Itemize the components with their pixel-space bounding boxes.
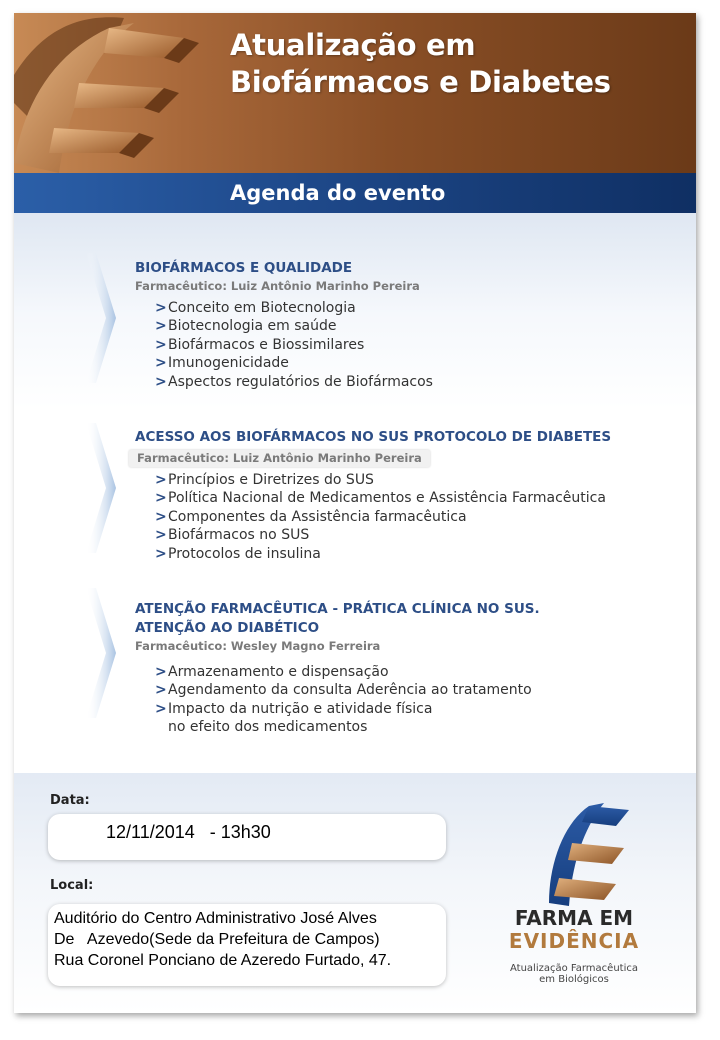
brand-name-line-1: FARMA EM xyxy=(514,906,634,930)
chevron-right-icon xyxy=(78,233,138,733)
event-flyer xyxy=(14,13,696,1013)
local-box xyxy=(48,904,446,986)
event-title xyxy=(230,27,611,101)
local-line-2: De Azevedo(Sede da Prefeitura de Campos) xyxy=(54,931,380,948)
topic-text-continuation: no efeito dos medicamentos xyxy=(168,719,368,736)
list-item xyxy=(155,336,433,354)
date-value: 12/11/2014 - 13h30 xyxy=(106,822,271,842)
section-speaker: Farmacêutico: Wesley Magno Ferreira xyxy=(135,639,381,653)
list-item xyxy=(155,700,540,737)
event-title-line-2: Biofármacos e Diabetes xyxy=(230,65,611,99)
topic-list xyxy=(155,299,433,391)
brand-tagline xyxy=(484,963,664,985)
list-item xyxy=(155,317,433,335)
topic-list xyxy=(155,471,611,563)
bullet-marker: > xyxy=(155,490,167,507)
section-speaker: Farmacêutico: Luiz Antônio Marinho Pereira xyxy=(135,279,420,293)
topic-text: Armazenamento e dispensação xyxy=(168,664,389,680)
agenda-bar xyxy=(14,173,696,213)
event-info xyxy=(14,773,696,1013)
bullet-marker: > xyxy=(155,527,167,544)
section-title-line-2: ATENÇÃO AO DIABÉTICO xyxy=(135,620,320,636)
topic-text: Princípios e Diretrizes do SUS xyxy=(168,472,374,488)
topic-text: Agendamento da consulta Aderência ao tratamento xyxy=(168,682,532,699)
list-item xyxy=(155,373,433,391)
bullet-marker: > xyxy=(155,355,167,372)
topic-text: Biofármacos e Biossimilares xyxy=(168,336,365,353)
agenda-section-2 xyxy=(135,428,611,563)
bullet-marker: > xyxy=(155,700,167,717)
topic-text: Biofármacos no SUS xyxy=(168,527,310,544)
topic-text: Protocolos de insulina xyxy=(168,545,321,562)
list-item xyxy=(155,299,433,317)
topic-text: Impacto da nutrição e atividade física xyxy=(168,700,433,717)
list-item xyxy=(155,681,540,699)
topic-text: Componentes da Assistência farmacêutica xyxy=(168,508,467,525)
bullet-marker: > xyxy=(155,318,167,335)
bullet-marker: > xyxy=(155,336,167,353)
date-box xyxy=(48,814,446,860)
topic-list xyxy=(155,663,540,737)
local-label: Local: xyxy=(50,878,94,893)
section-title-line-1: ATENÇÃO FARMACÊUTICA - PRÁTICA CLÍNICA NO SUS. xyxy=(135,601,540,617)
bullet-marker: > xyxy=(155,373,167,390)
brand-tagline-line-2: em Biológicos xyxy=(539,974,609,985)
agenda-section-3 xyxy=(135,600,540,737)
topic-text: Política Nacional de Medicamentos e Assistência Farmacêutica xyxy=(168,490,606,507)
bullet-marker: > xyxy=(155,545,167,562)
date-label: Data: xyxy=(50,793,90,808)
agenda-section-1 xyxy=(135,259,433,391)
local-line-3: Rua Coronel Ponciano de Azeredo Furtado, 47. xyxy=(54,952,392,969)
event-title-line-1: Atualização em xyxy=(230,28,476,62)
header-banner xyxy=(14,13,696,173)
local-line-1: Auditório do Centro Administrativo José Alves xyxy=(54,910,377,927)
topic-text: Aspectos regulatórios de Biofármacos xyxy=(168,373,433,390)
topic-text: Biotecnologia em saúde xyxy=(168,318,337,335)
list-item xyxy=(155,663,540,681)
topic-text: Imunogenicidade xyxy=(168,355,289,372)
list-item xyxy=(155,354,433,372)
list-item xyxy=(155,508,611,526)
bullet-marker: > xyxy=(155,472,167,488)
list-item xyxy=(155,489,611,507)
section-title: BIOFÁRMACOS E QUALIDADE xyxy=(135,260,353,276)
section-speaker: Farmacêutico: Luiz Antônio Marinho Pereira xyxy=(129,450,430,467)
farma-em-evidencia-brand-icon xyxy=(534,798,634,908)
farma-em-evidencia-logo-icon xyxy=(14,13,214,188)
bullet-marker: > xyxy=(155,300,167,316)
bullet-marker: > xyxy=(155,682,167,699)
list-item xyxy=(155,526,611,544)
bullet-marker: > xyxy=(155,664,167,680)
bullet-marker: > xyxy=(155,508,167,525)
brand-tagline-line-1: Atualização Farmacêutica xyxy=(510,963,638,974)
local-value xyxy=(54,908,391,971)
section-title xyxy=(135,600,540,638)
agenda-title: Agenda do evento xyxy=(230,181,446,205)
brand-name-line-2: EVIDÊNCIA xyxy=(508,929,640,953)
list-item xyxy=(155,471,611,489)
list-item xyxy=(155,545,611,563)
section-title: ACESSO AOS BIOFÁRMACOS NO SUS PROTOCOLO DE DIABETES xyxy=(135,429,612,445)
topic-text: Conceito em Biotecnologia xyxy=(168,300,356,316)
